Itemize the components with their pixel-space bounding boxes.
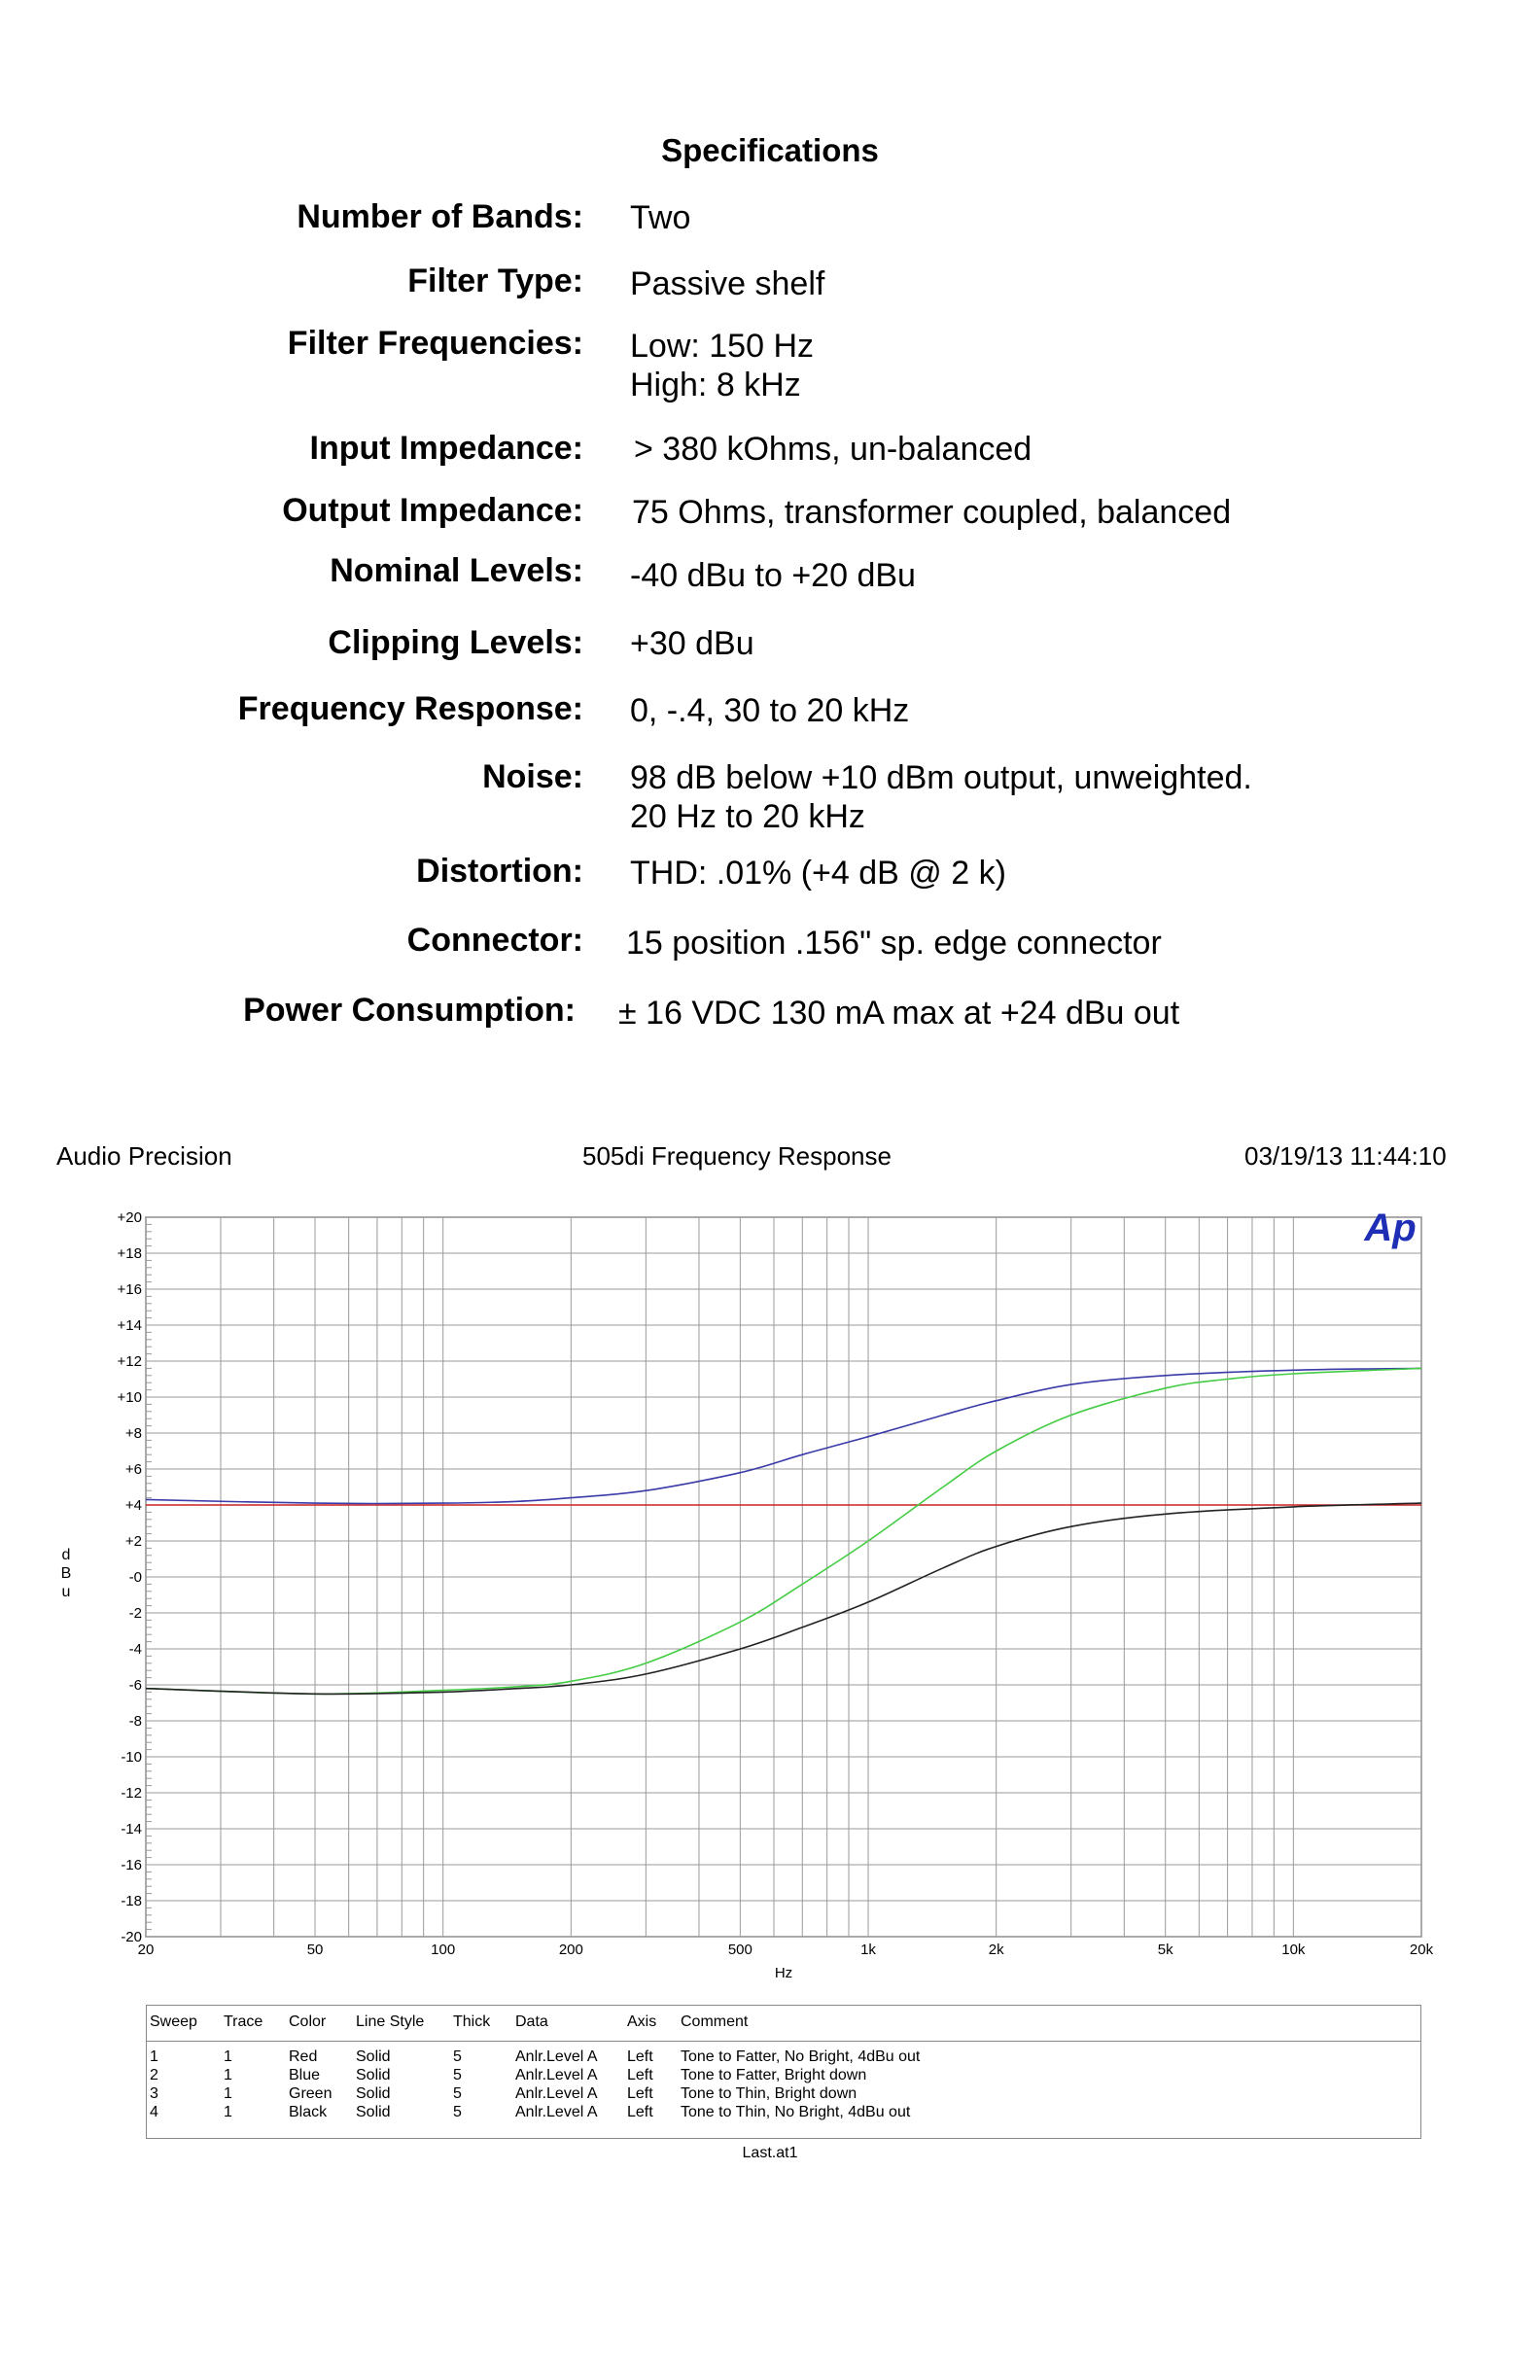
- y-tick-label: +12: [117, 1353, 142, 1370]
- spec-label-filter-frequencies: Filter Frequencies:: [287, 325, 583, 362]
- table-cell: 1: [224, 2085, 232, 2102]
- table-cell: Green: [289, 2085, 332, 2102]
- table-cell: 5: [453, 2085, 462, 2102]
- x-tick-label: 500: [727, 1942, 752, 1958]
- y-axis-label-b: B: [60, 1565, 72, 1582]
- table-header-line-style: Line Style: [356, 2013, 425, 2030]
- x-tick-label: 100: [431, 1942, 456, 1958]
- table-header-thick: Thick: [453, 2013, 491, 2030]
- spec-value-bands: Two: [630, 199, 691, 236]
- spec-label-bands: Number of Bands:: [297, 198, 583, 235]
- table-cell: 1: [224, 2067, 232, 2083]
- ap-logo: Ap: [1364, 1207, 1417, 1249]
- table-cell: Red: [289, 2048, 318, 2065]
- x-tick-label: 10k: [1281, 1942, 1306, 1958]
- table-cell: Anlr.Level A: [515, 2048, 598, 2065]
- specifications-title: Specifications: [661, 132, 879, 168]
- table-cell: Left: [627, 2104, 653, 2120]
- spec-label-output-impedance: Output Impedance:: [282, 492, 583, 529]
- y-tick-label: -20: [121, 1929, 142, 1945]
- spec-value-noise-line1: 98 dB below +10 dBm output, unweighted.: [630, 759, 1252, 796]
- table-cell: Anlr.Level A: [515, 2104, 598, 2120]
- y-tick-label: +18: [117, 1245, 142, 1262]
- y-axis-label-d: d: [61, 1547, 71, 1563]
- table-header-data: Data: [515, 2013, 548, 2030]
- table-header-trace: Trace: [224, 2013, 263, 2030]
- spec-label-nominal-levels: Nominal Levels:: [330, 552, 583, 589]
- spec-label-input-impedance: Input Impedance:: [309, 430, 583, 467]
- table-cell: Anlr.Level A: [515, 2085, 598, 2102]
- chart-header-timestamp: 03/19/13 11:44:10: [1244, 1141, 1447, 1171]
- table-header-comment: Comment: [681, 2013, 749, 2030]
- table-cell: 1: [224, 2104, 232, 2120]
- x-tick-label: 1k: [860, 1942, 876, 1958]
- table-cell: 3: [150, 2085, 158, 2102]
- table-cell: Tone to Thin, Bright down: [681, 2085, 858, 2102]
- footer-filename: Last.at1: [742, 2145, 798, 2161]
- y-tick-label: -16: [121, 1857, 142, 1873]
- spec-value-input-impedance: > 380 kOhms, un-balanced: [634, 431, 1032, 468]
- y-tick-label: -18: [121, 1893, 142, 1909]
- table-cell: Left: [627, 2048, 653, 2065]
- spec-value-clipping-levels: +30 dBu: [630, 625, 754, 662]
- y-tick-label: +20: [117, 1209, 142, 1226]
- table-cell: 1: [150, 2048, 158, 2065]
- table-cell: Solid: [356, 2048, 391, 2065]
- table-header-color: Color: [289, 2013, 327, 2030]
- x-tick-label: 20k: [1409, 1942, 1434, 1958]
- y-tick-label: +6: [124, 1461, 142, 1478]
- y-tick-label: +8: [124, 1425, 142, 1442]
- spec-label-distortion: Distortion:: [416, 853, 583, 890]
- spec-value-distortion: THD: .01% (+4 dB @ 2 k): [630, 855, 1006, 892]
- table-cell: 5: [453, 2104, 462, 2120]
- spec-value-output-impedance: 75 Ohms, transformer coupled, balanced: [632, 494, 1232, 531]
- spec-label-noise: Noise:: [482, 758, 583, 795]
- table-cell: Tone to Fatter, Bright down: [681, 2067, 867, 2083]
- sweep-table: [146, 2005, 1421, 2139]
- y-axis-label-u: u: [61, 1584, 71, 1600]
- y-tick-label: +10: [117, 1389, 142, 1406]
- x-tick-label: 50: [306, 1942, 324, 1958]
- y-tick-label: -14: [121, 1821, 142, 1838]
- x-tick-label: 200: [558, 1942, 583, 1958]
- spec-value-nominal-levels: -40 dBu to +20 dBu: [630, 557, 916, 594]
- y-tick-label: +2: [124, 1533, 142, 1550]
- x-tick-label: 20: [137, 1942, 155, 1958]
- frequency-response-chart: [0, 1196, 1540, 1993]
- table-cell: Tone to Fatter, No Bright, 4dBu out: [681, 2048, 921, 2065]
- spec-label-filter-type: Filter Type:: [407, 262, 583, 299]
- table-header-axis: Axis: [627, 2013, 657, 2030]
- y-tick-label: -0: [128, 1569, 142, 1586]
- table-cell: 5: [453, 2048, 462, 2065]
- table-cell: Solid: [356, 2067, 391, 2083]
- table-cell: Left: [627, 2085, 653, 2102]
- table-cell: 5: [453, 2067, 462, 2083]
- spec-label-frequency-response: Frequency Response:: [237, 690, 583, 727]
- table-cell: Tone to Thin, No Bright, 4dBu out: [681, 2104, 911, 2120]
- table-cell: 4: [150, 2104, 158, 2120]
- table-cell: Anlr.Level A: [515, 2067, 598, 2083]
- table-cell: Solid: [356, 2104, 391, 2120]
- y-tick-label: -6: [128, 1677, 142, 1694]
- spec-value-frequency-response: 0, -.4, 30 to 20 kHz: [630, 692, 910, 729]
- spec-value-filter-type: Passive shelf: [630, 265, 825, 302]
- table-cell: Left: [627, 2067, 653, 2083]
- table-header-sweep: Sweep: [150, 2013, 197, 2030]
- spec-value-connector: 15 position .156" sp. edge connector: [626, 925, 1162, 962]
- x-tick-label: 5k: [1157, 1942, 1173, 1958]
- x-axis-label: Hz: [774, 1965, 793, 1981]
- y-tick-label: -8: [128, 1713, 142, 1730]
- y-tick-label: +16: [117, 1281, 142, 1298]
- table-cell: Blue: [289, 2067, 321, 2083]
- table-header-divider: [147, 2041, 1420, 2042]
- spec-value-power-consumption: ± 16 VDC 130 mA max at +24 dBu out: [618, 995, 1180, 1032]
- table-cell: Solid: [356, 2085, 391, 2102]
- table-cell: Black: [289, 2104, 328, 2120]
- spec-label-connector: Connector:: [406, 922, 583, 959]
- table-cell: 1: [224, 2048, 232, 2065]
- table-cell: 2: [150, 2067, 158, 2083]
- chart-header-left: Audio Precision: [56, 1141, 232, 1171]
- y-tick-label: -12: [121, 1785, 142, 1802]
- y-tick-label: -4: [128, 1641, 142, 1658]
- chart-grid: [146, 1217, 1421, 1937]
- y-tick-label: +4: [124, 1497, 142, 1514]
- y-tick-label: -10: [121, 1749, 142, 1766]
- y-tick-label: -2: [128, 1605, 142, 1622]
- chart-header-title: 505di Frequency Response: [582, 1141, 892, 1171]
- spec-value-filter-frequencies-low: Low: 150 Hz: [630, 328, 814, 365]
- spec-label-power-consumption: Power Consumption:: [243, 992, 576, 1029]
- x-tick-label: 2k: [988, 1942, 1004, 1958]
- spec-value-filter-frequencies-high: High: 8 kHz: [630, 367, 801, 403]
- spec-label-clipping-levels: Clipping Levels:: [328, 624, 583, 661]
- spec-value-noise-line2: 20 Hz to 20 kHz: [630, 798, 865, 835]
- y-tick-label: +14: [117, 1317, 142, 1334]
